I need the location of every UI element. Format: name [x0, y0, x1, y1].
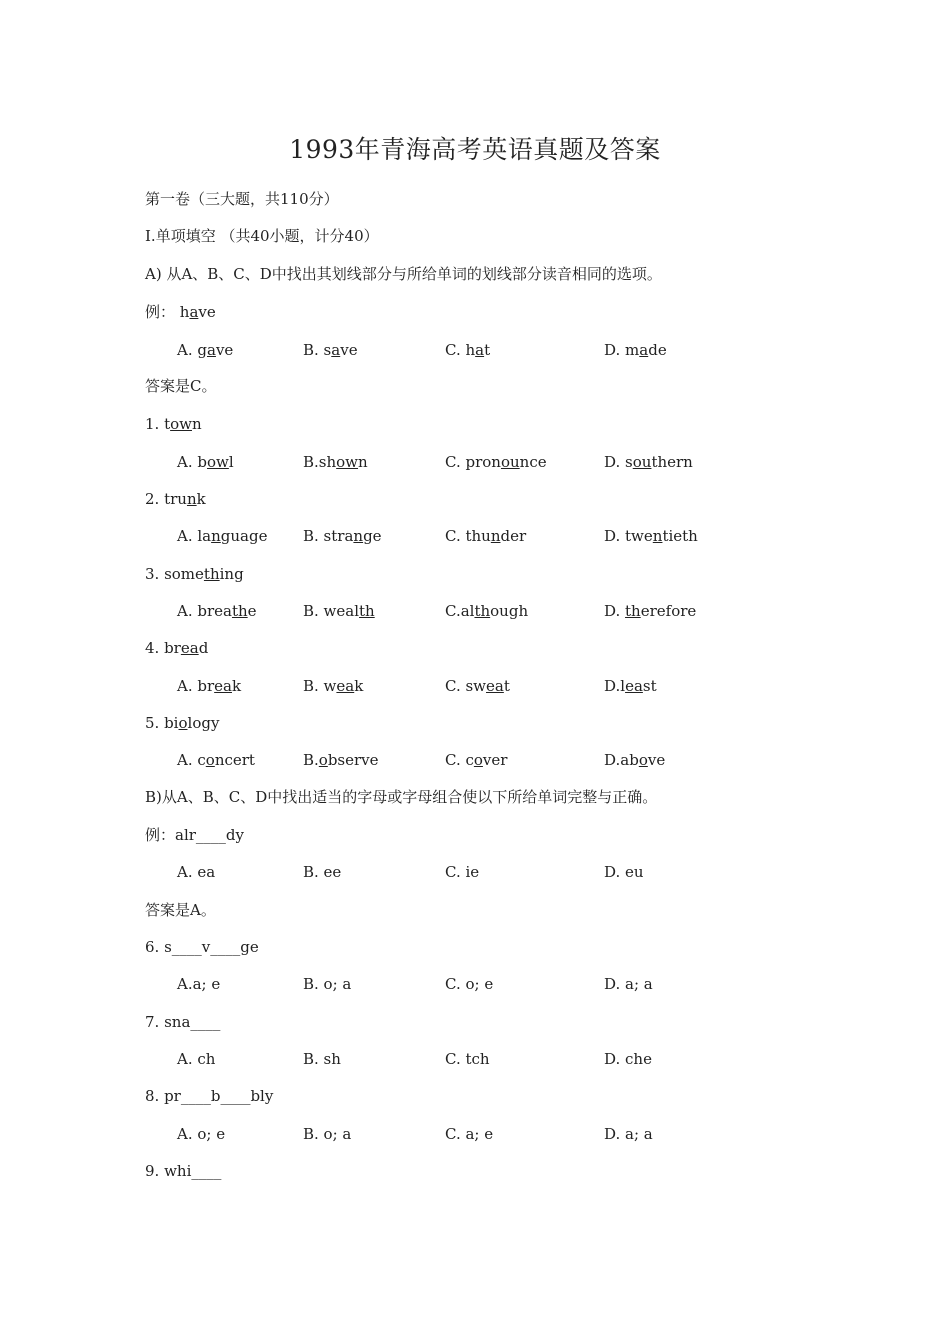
- option-b: B. strange: [303, 527, 382, 545]
- question-options: [0, 526, 950, 546]
- option-a: A. concert: [177, 751, 255, 769]
- option-b: B. weak: [303, 677, 364, 695]
- option-a: A. ea: [177, 863, 216, 881]
- option-d: D.least: [604, 677, 657, 695]
- question-options: [0, 1124, 950, 1144]
- option-a: A. gave: [177, 341, 234, 359]
- question-stem: 7. sna____: [145, 1013, 221, 1031]
- part-a-example-options: [0, 340, 950, 360]
- option-b: B. o; a: [303, 1125, 352, 1143]
- part-b-example: 例：alr____dy: [145, 826, 244, 844]
- option-b: B. ee: [303, 863, 342, 881]
- option-c: C.although: [445, 602, 529, 620]
- question-options: [0, 452, 950, 472]
- option-a: A. language: [177, 527, 268, 545]
- option-a: A. ch: [177, 1050, 216, 1068]
- question-stem: 3. something: [145, 565, 244, 583]
- option-c: C. tch: [445, 1050, 490, 1068]
- option-a: A. breathe: [177, 602, 257, 620]
- option-b: B.observe: [303, 751, 379, 769]
- question-stem: 8. pr____b____bly: [145, 1087, 274, 1105]
- question-options: [0, 750, 950, 770]
- option-d: D. twentieth: [604, 527, 698, 545]
- question-options: [0, 676, 950, 696]
- option-b: B.shown: [303, 453, 368, 471]
- section-heading: Ⅰ.单项填空 （共40小题，计分40）: [145, 227, 379, 245]
- option-b: B. wealth: [303, 602, 375, 620]
- question-stem: 9. whi____: [145, 1162, 222, 1180]
- page-title: 1993年青海高考英语真题及答案: [289, 135, 661, 164]
- option-d: D. therefore: [604, 602, 697, 620]
- option-d: D. eu: [604, 863, 644, 881]
- option-a: A. break: [177, 677, 242, 695]
- question-stem: 5. biology: [145, 714, 220, 732]
- question-options: [0, 1049, 950, 1069]
- option-c: C. cover: [445, 751, 508, 769]
- option-b: B. sh: [303, 1050, 341, 1068]
- part-b-instruction: B)从A、B、C、D中找出适当的字母或字母组合使以下所给单词完整与正确。: [145, 788, 658, 806]
- option-b: B. o; a: [303, 975, 352, 993]
- part-a-example: 例： have: [145, 303, 216, 321]
- part-b-answer: 答案是A。: [145, 901, 216, 919]
- option-c: C. pronounce: [445, 453, 547, 471]
- option-c: C. a; e: [445, 1125, 494, 1143]
- part-b-example-options: [0, 862, 950, 882]
- option-d: D. che: [604, 1050, 652, 1068]
- question-stem: 6. s____v____ge: [145, 938, 259, 956]
- question-stem: 4. bread: [145, 639, 209, 657]
- option-c: C. o; e: [445, 975, 494, 993]
- option-d: D. a; a: [604, 1125, 653, 1143]
- option-a: A. bowl: [177, 453, 234, 471]
- option-c: C. hat: [445, 341, 491, 359]
- option-a: A. o; e: [177, 1125, 226, 1143]
- option-a: A.a; e: [177, 975, 221, 993]
- question-options: [0, 974, 950, 994]
- part-heading: 第一卷（三大题，共110分）: [145, 190, 339, 208]
- question-options: [0, 601, 950, 621]
- option-c: C. thunder: [445, 527, 527, 545]
- part-a-instruction: A) 从A、B、C、D中找出其划线部分与所给单词的划线部分读音相同的选项。: [145, 265, 662, 283]
- option-d: D. southern: [604, 453, 693, 471]
- question-stem: 2. trunk: [145, 490, 206, 508]
- part-a-answer: 答案是C。: [145, 377, 217, 395]
- option-d: D.above: [604, 751, 666, 769]
- option-d: D. a; a: [604, 975, 653, 993]
- option-c: C. ie: [445, 863, 480, 881]
- question-stem: 1. town: [145, 415, 202, 433]
- option-d: D. made: [604, 341, 667, 359]
- option-c: C. sweat: [445, 677, 510, 695]
- option-b: B. save: [303, 341, 358, 359]
